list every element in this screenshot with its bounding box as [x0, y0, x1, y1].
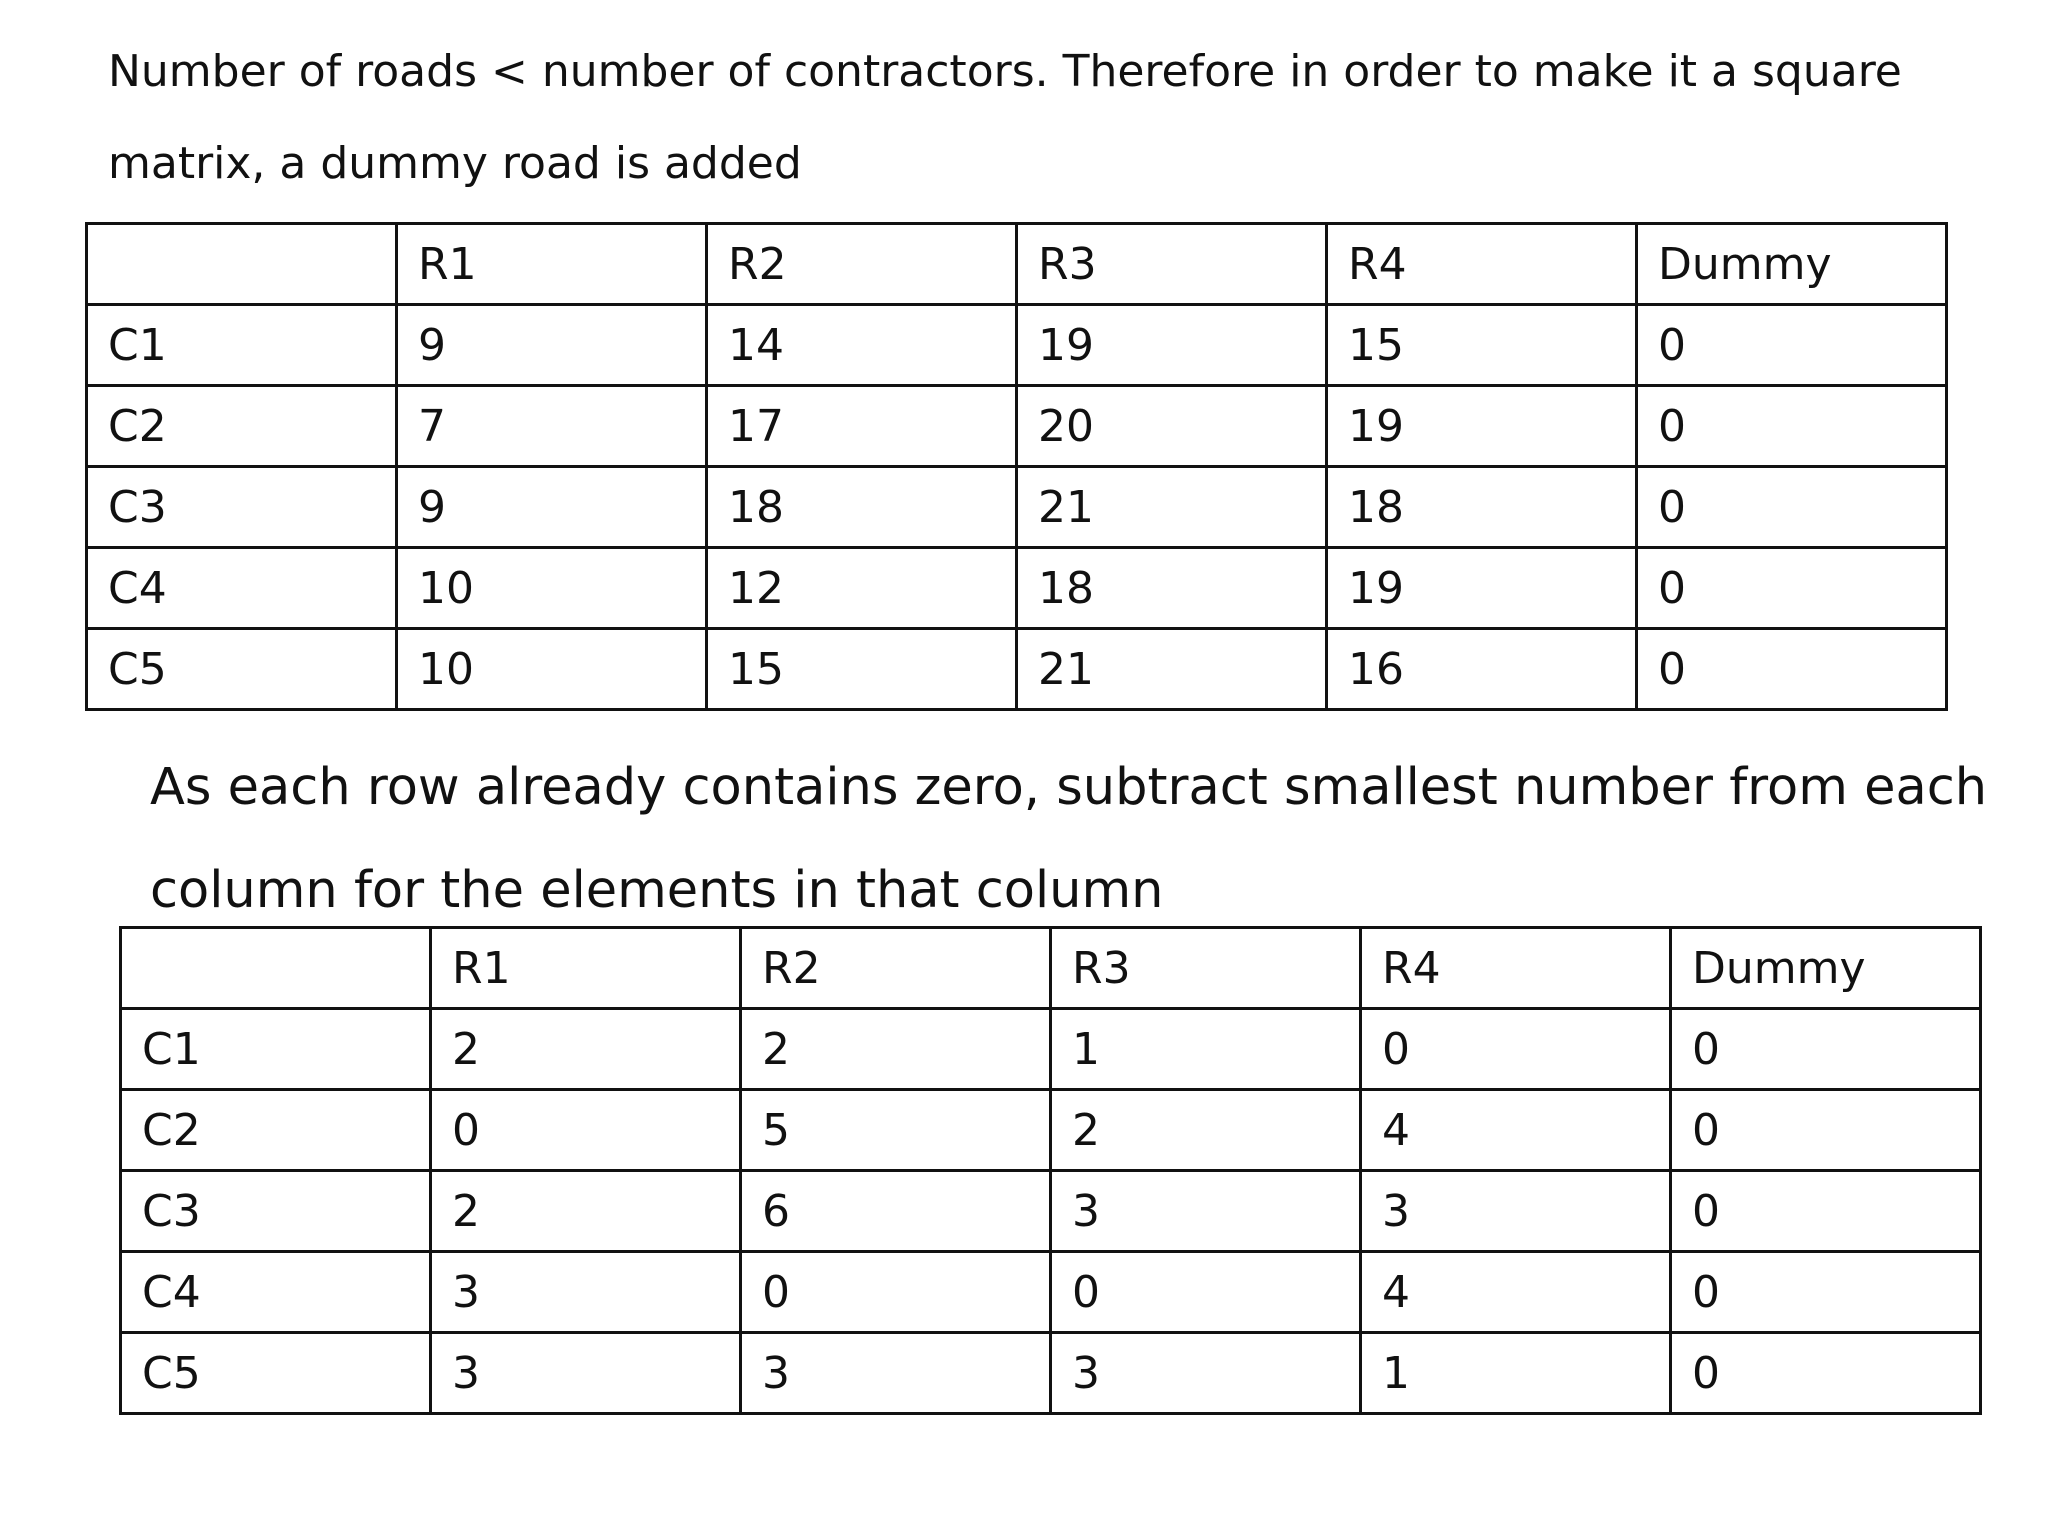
table-cell: 3	[431, 1252, 741, 1333]
column-header-r2: R2	[741, 928, 1051, 1009]
column-header-r2: R2	[707, 224, 1017, 305]
table-cell: 4	[1361, 1090, 1671, 1171]
column-header-dummy: Dummy	[1671, 928, 1981, 1009]
table-row	[87, 467, 1947, 548]
table-cell: 3	[431, 1333, 741, 1414]
row-header-cell: C3	[121, 1171, 431, 1252]
table-cell: 2	[1051, 1090, 1361, 1171]
table-cell: 0	[1671, 1252, 1981, 1333]
table-cell: 0	[1637, 467, 1947, 548]
table-cell: 0	[1051, 1252, 1361, 1333]
table-cell: 12	[707, 548, 1017, 629]
table-row	[121, 1009, 1981, 1090]
table-cell: 1	[1051, 1009, 1361, 1090]
table-cell: 0	[1361, 1009, 1671, 1090]
table-cell: 6	[741, 1171, 1051, 1252]
table-row	[87, 305, 1947, 386]
table-cell: 7	[397, 386, 707, 467]
table-cell: 15	[707, 629, 1017, 710]
table-cell: 3	[1361, 1171, 1671, 1252]
table-cell: 0	[1637, 305, 1947, 386]
row-header-cell: C1	[87, 305, 397, 386]
table-cell: 9	[397, 467, 707, 548]
corner-cell	[87, 224, 397, 305]
table-cell: 18	[707, 467, 1017, 548]
reduced-matrix-table	[119, 926, 1982, 1415]
column-header-r3: R3	[1051, 928, 1361, 1009]
table-cell: 0	[431, 1090, 741, 1171]
column-header-r1: R1	[431, 928, 741, 1009]
table-cell: 0	[1671, 1090, 1981, 1171]
table-cell: 0	[1637, 548, 1947, 629]
row-header-cell: C2	[87, 386, 397, 467]
table-cell: 3	[741, 1333, 1051, 1414]
row-header-cell: C5	[87, 629, 397, 710]
table-cell: 1	[1361, 1333, 1671, 1414]
column-header-r4: R4	[1361, 928, 1671, 1009]
table-cell: 14	[707, 305, 1017, 386]
column-header-r3: R3	[1017, 224, 1327, 305]
table-cell: 2	[741, 1009, 1051, 1090]
row-header-cell: C3	[87, 467, 397, 548]
table-cell: 2	[431, 1171, 741, 1252]
table-cell: 0	[1671, 1171, 1981, 1252]
table-cell: 10	[397, 629, 707, 710]
table-cell: 0	[741, 1252, 1051, 1333]
table-row	[121, 1252, 1981, 1333]
table-cell: 0	[1637, 386, 1947, 467]
table-cell: 9	[397, 305, 707, 386]
table-cell: 15	[1327, 305, 1637, 386]
table-header-row	[87, 224, 1947, 305]
table-cell: 17	[707, 386, 1017, 467]
table-cell: 5	[741, 1090, 1051, 1171]
table-cell: 10	[397, 548, 707, 629]
row-header-cell: C1	[121, 1009, 431, 1090]
table-cell: 2	[431, 1009, 741, 1090]
table-cell: 19	[1017, 305, 1327, 386]
table-cell: 0	[1637, 629, 1947, 710]
table-cell: 19	[1327, 386, 1637, 467]
column-header-r1: R1	[397, 224, 707, 305]
table-cell: 20	[1017, 386, 1327, 467]
intro-paragraph: Number of roads < number of contractors. Therefore in order to make it a square matrix, a dummy road is added	[108, 46, 1902, 189]
row-header-cell: C4	[87, 548, 397, 629]
column-header-dummy: Dummy	[1637, 224, 1947, 305]
table-cell: 18	[1017, 548, 1327, 629]
table-cell: 3	[1051, 1333, 1361, 1414]
table-cell: 3	[1051, 1171, 1361, 1252]
table-cell: 0	[1671, 1009, 1981, 1090]
corner-cell	[121, 928, 431, 1009]
row-header-cell: C2	[121, 1090, 431, 1171]
table-cell: 16	[1327, 629, 1637, 710]
table-row	[121, 1090, 1981, 1171]
step-paragraph: As each row already contains zero, subtract smallest number from each column for the elements in that column	[150, 758, 1988, 920]
table-header-row	[121, 928, 1981, 1009]
row-header-cell: C5	[121, 1333, 431, 1414]
table-cell: 0	[1671, 1333, 1981, 1414]
table-cell: 18	[1327, 467, 1637, 548]
table-cell: 4	[1361, 1252, 1671, 1333]
row-header-cell: C4	[121, 1252, 431, 1333]
table-row	[121, 1333, 1981, 1414]
table-row	[87, 548, 1947, 629]
table-cell: 21	[1017, 629, 1327, 710]
table-row	[121, 1171, 1981, 1252]
table-cell: 19	[1327, 548, 1637, 629]
cost-matrix-table	[85, 222, 1948, 711]
table-row	[87, 629, 1947, 710]
column-header-r4: R4	[1327, 224, 1637, 305]
table-row	[87, 386, 1947, 467]
table-cell: 21	[1017, 467, 1327, 548]
